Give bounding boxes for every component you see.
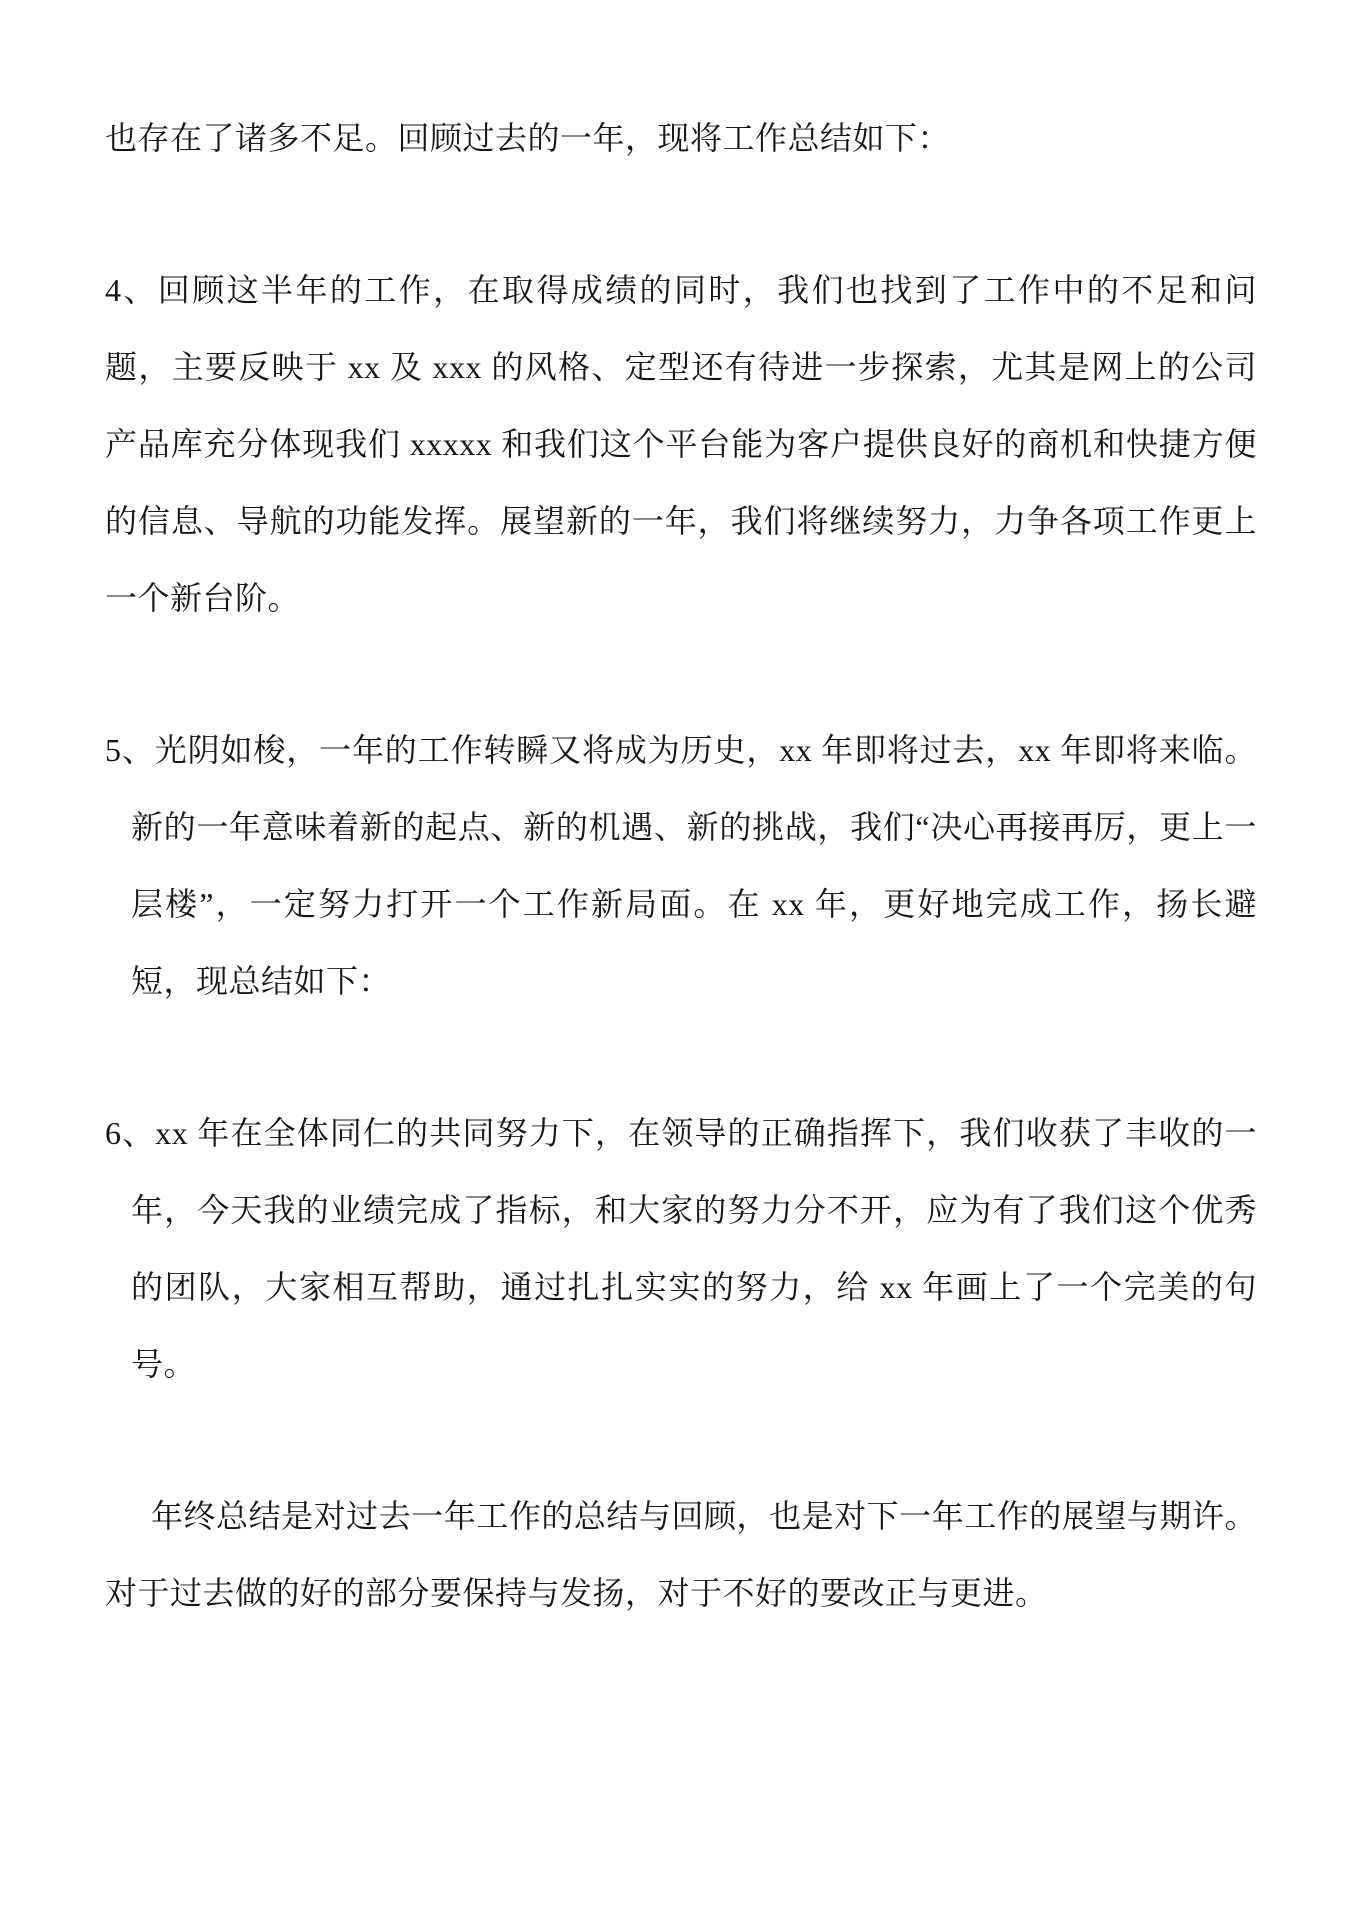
paragraph-closing: 年终总结是对过去一年工作的总结与回顾，也是对下一年工作的展望与期许。对于过去做的好的部分要保持与发扬，对于不好的要改正与更进。 <box>105 1498 1257 1611</box>
paragraph-item-4: 4、回顾这半年的工作，在取得成绩的同时，我们也找到了工作中的不足和问题，主要反映于 xx 及 xxx 的风格、定型还有待进一步探索，尤其是网上的公司产品库充分体现我们 xxxxx 和我们这个平台能为客户提供良好的商机和快捷方便的信息、导航的功能发挥。展望新的一年，我们将继续努力，力争各项工作更上一个新台阶。 <box>105 272 1257 616</box>
paragraph-item-5: 5、光阴如梭，一年的工作转瞬又将成为历史，xx 年即将过去，xx 年即将来临。新的一年意味着新的起点、新的机遇、新的挑战，我们“决心再接再厉，更上一层楼”，一定努力打开一个工作新局面。在 xx 年，更好地完成工作，扬长避短，现总结如下： <box>105 732 1257 999</box>
paragraph-item-6: 6、xx 年在全体同仁的共同努力下，在领导的正确指挥下，我们收获了丰收的一年，今天我的业绩完成了指标，和大家的努力分不开，应为有了我们这个优秀的团队，大家相互帮助，通过扎扎实实的努力，给 xx 年画上了一个完美的句号。 <box>105 1115 1257 1382</box>
paragraph-intro-continuation: 也存在了诸多不足。回顾过去的一年，现将工作总结如下： <box>105 120 951 156</box>
